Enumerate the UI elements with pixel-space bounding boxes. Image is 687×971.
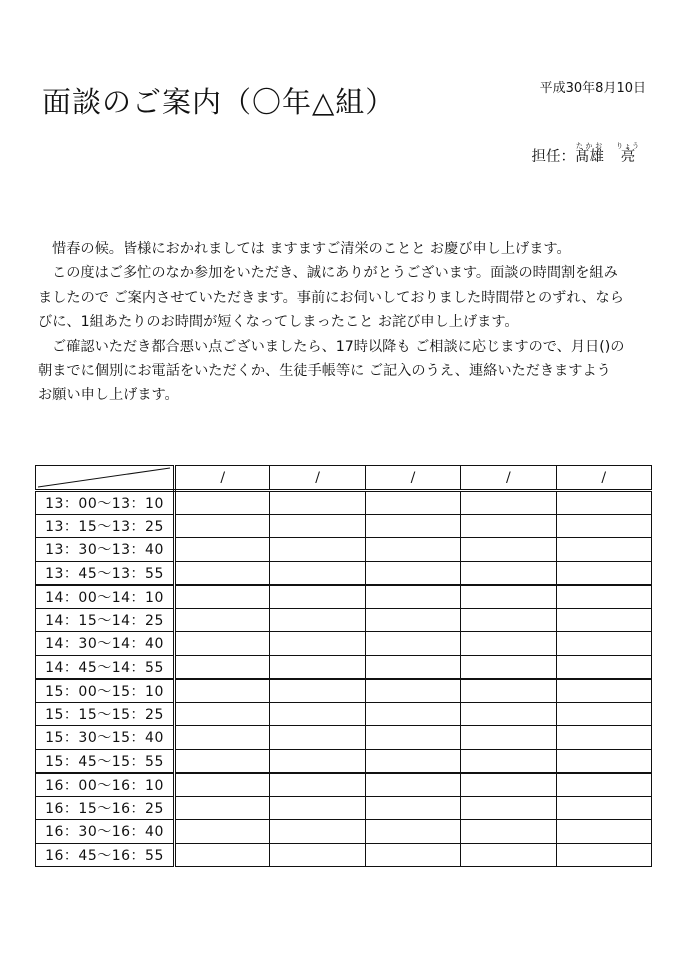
table-row bbox=[36, 538, 652, 562]
schedule-cell[interactable] bbox=[175, 538, 270, 562]
schedule-cell[interactable] bbox=[365, 561, 460, 585]
schedule-cell[interactable] bbox=[365, 726, 460, 750]
schedule-cell[interactable] bbox=[556, 820, 651, 844]
teacher-family-name: 髙雄たかお bbox=[575, 142, 604, 165]
time-slot-label: 16：15〜16：25 bbox=[36, 796, 175, 820]
time-slot-label: 16：45〜16：55 bbox=[36, 843, 175, 867]
schedule-cell[interactable] bbox=[175, 655, 270, 679]
letter-line: 惜春の候。皆様におかれましては ますますご清栄のことと お慶び申し上げます。 bbox=[52, 241, 571, 257]
schedule-cell[interactable] bbox=[461, 608, 556, 632]
schedule-cell[interactable] bbox=[365, 538, 460, 562]
schedule-cell[interactable] bbox=[461, 702, 556, 726]
schedule-cell[interactable] bbox=[556, 726, 651, 750]
day-header: / bbox=[461, 466, 556, 491]
time-slot-label: 14：45〜14：55 bbox=[36, 655, 175, 679]
schedule-cell[interactable] bbox=[270, 773, 365, 797]
schedule-cell[interactable] bbox=[461, 632, 556, 656]
schedule-cell[interactable] bbox=[175, 608, 270, 632]
schedule-cell[interactable] bbox=[556, 843, 651, 867]
table-row bbox=[36, 561, 652, 585]
time-slot-label: 14：30〜14：40 bbox=[36, 632, 175, 656]
letter-line: びに、1組あたりのお時間が短くなってしまったこと お詫び申し上げます。 bbox=[38, 314, 519, 331]
teacher-given-ruby: りょう bbox=[616, 142, 640, 150]
schedule-cell[interactable] bbox=[365, 796, 460, 820]
table-row bbox=[36, 632, 652, 656]
schedule-cell[interactable] bbox=[365, 632, 460, 656]
schedule-cell[interactable] bbox=[461, 585, 556, 609]
schedule-cell[interactable] bbox=[365, 773, 460, 797]
schedule-cell[interactable] bbox=[175, 749, 270, 773]
schedule-cell[interactable] bbox=[556, 655, 651, 679]
table-row bbox=[36, 514, 652, 538]
schedule-cell[interactable] bbox=[175, 702, 270, 726]
schedule-cell[interactable] bbox=[365, 655, 460, 679]
schedule-cell[interactable] bbox=[461, 514, 556, 538]
schedule-cell[interactable] bbox=[461, 820, 556, 844]
letter-line: ましたので ご案内させていただきます。事前にお伺いしておりました時間帯とのずれ、なら bbox=[38, 289, 624, 306]
schedule-cell[interactable] bbox=[270, 702, 365, 726]
schedule-cell[interactable] bbox=[270, 538, 365, 562]
day-header: / bbox=[556, 466, 651, 491]
schedule-table bbox=[35, 465, 652, 867]
table-row bbox=[36, 796, 652, 820]
schedule-cell[interactable] bbox=[461, 726, 556, 750]
schedule-cell[interactable] bbox=[365, 679, 460, 703]
schedule-cell[interactable] bbox=[556, 561, 651, 585]
schedule-cell[interactable] bbox=[365, 491, 460, 515]
schedule-cell[interactable] bbox=[556, 514, 651, 538]
schedule-cell[interactable] bbox=[270, 655, 365, 679]
schedule-header-row bbox=[36, 466, 652, 491]
schedule-cell[interactable] bbox=[270, 749, 365, 773]
schedule-cell[interactable] bbox=[556, 491, 651, 515]
schedule-cell[interactable] bbox=[461, 538, 556, 562]
schedule-cell[interactable] bbox=[270, 679, 365, 703]
teacher-name bbox=[532, 142, 641, 166]
schedule-cell[interactable] bbox=[270, 561, 365, 585]
schedule-cell[interactable] bbox=[365, 843, 460, 867]
schedule-cell[interactable] bbox=[270, 843, 365, 867]
schedule-cell[interactable] bbox=[461, 843, 556, 867]
schedule-cell[interactable] bbox=[556, 679, 651, 703]
schedule-cell[interactable] bbox=[270, 608, 365, 632]
schedule-cell[interactable] bbox=[270, 514, 365, 538]
schedule-cell[interactable] bbox=[556, 773, 651, 797]
schedule-cell[interactable] bbox=[461, 773, 556, 797]
schedule-cell[interactable] bbox=[365, 608, 460, 632]
table-row bbox=[36, 749, 652, 773]
letter-body bbox=[38, 237, 650, 408]
time-slot-label: 16：00〜16：10 bbox=[36, 773, 175, 797]
schedule-cell[interactable] bbox=[556, 796, 651, 820]
teacher-given-name: 亮りょう bbox=[616, 142, 640, 165]
schedule-cell[interactable] bbox=[461, 749, 556, 773]
schedule-cell[interactable] bbox=[556, 749, 651, 773]
schedule-cell[interactable] bbox=[175, 632, 270, 656]
schedule-cell[interactable] bbox=[175, 491, 270, 515]
schedule-cell[interactable] bbox=[270, 491, 365, 515]
time-slot-label: 15：45〜15：55 bbox=[36, 749, 175, 773]
day-header: / bbox=[270, 466, 365, 491]
diagonal-line bbox=[36, 466, 172, 488]
time-slot-label: 15：15〜15：25 bbox=[36, 702, 175, 726]
time-slot-label: 13：15〜13：25 bbox=[36, 514, 175, 538]
day-header: / bbox=[365, 466, 460, 491]
table-row bbox=[36, 726, 652, 750]
teacher-label: 担任： bbox=[531, 149, 575, 165]
schedule-cell[interactable] bbox=[365, 702, 460, 726]
schedule-cell[interactable] bbox=[270, 820, 365, 844]
schedule-cell[interactable] bbox=[461, 655, 556, 679]
schedule-cell[interactable] bbox=[175, 820, 270, 844]
table-row bbox=[36, 585, 652, 609]
issue-date: 平成30年8月10日 bbox=[539, 81, 646, 96]
schedule-cell[interactable] bbox=[556, 702, 651, 726]
schedule-cell[interactable] bbox=[556, 538, 651, 562]
schedule-cell[interactable] bbox=[556, 585, 651, 609]
schedule-cell[interactable] bbox=[175, 796, 270, 820]
table-row bbox=[36, 679, 652, 703]
table-row bbox=[36, 843, 652, 867]
schedule-cell[interactable] bbox=[461, 561, 556, 585]
schedule-cell[interactable] bbox=[175, 585, 270, 609]
schedule-cell[interactable] bbox=[461, 679, 556, 703]
schedule-cell[interactable] bbox=[365, 514, 460, 538]
schedule-cell[interactable] bbox=[270, 632, 365, 656]
page-title: 面談のご案内（〇年△組） bbox=[42, 85, 396, 119]
schedule-cell[interactable] bbox=[461, 491, 556, 515]
schedule-cell[interactable] bbox=[556, 632, 651, 656]
time-slot-label: 16：30〜16：40 bbox=[36, 820, 175, 844]
schedule-cell[interactable] bbox=[175, 726, 270, 750]
time-slot-label: 13：45〜13：55 bbox=[36, 561, 175, 585]
schedule-cell[interactable] bbox=[270, 726, 365, 750]
day-header: / bbox=[175, 466, 270, 491]
table-row bbox=[36, 820, 652, 844]
schedule-cell[interactable] bbox=[175, 679, 270, 703]
schedule-cell[interactable] bbox=[556, 608, 651, 632]
table-row bbox=[36, 491, 652, 515]
schedule-cell[interactable] bbox=[365, 749, 460, 773]
teacher-family-ruby: たかお bbox=[575, 142, 604, 150]
time-slot-label: 13：30〜13：40 bbox=[36, 538, 175, 562]
schedule-cell[interactable] bbox=[365, 820, 460, 844]
table-row bbox=[36, 702, 652, 726]
schedule-cell[interactable] bbox=[175, 561, 270, 585]
schedule-cell[interactable] bbox=[461, 796, 556, 820]
letter-line: ご確認いただき都合悪い点ございましたら、17時以降も ご相談に応じますので、月日()の bbox=[52, 338, 625, 355]
schedule-cell[interactable] bbox=[365, 585, 460, 609]
table-row bbox=[36, 655, 652, 679]
schedule-cell[interactable] bbox=[270, 585, 365, 609]
time-slot-label: 15：30〜15：40 bbox=[36, 726, 175, 750]
time-slot-label: 13：00〜13：10 bbox=[36, 491, 175, 515]
table-row bbox=[36, 608, 652, 632]
table-row bbox=[36, 773, 652, 797]
corner-cell bbox=[36, 466, 175, 491]
letter-line: この度はご多忙のなか参加をいただき、誠にありがとうございます。面談の時間割を組み bbox=[52, 265, 618, 282]
time-slot-label: 14：15〜14：25 bbox=[36, 608, 175, 632]
schedule-cell[interactable] bbox=[175, 843, 270, 867]
schedule-cell[interactable] bbox=[175, 514, 270, 538]
letter-line: お願い申し上げます。 bbox=[38, 387, 179, 404]
time-slot-label: 14：00〜14：10 bbox=[36, 585, 175, 609]
schedule-cell[interactable] bbox=[175, 773, 270, 797]
time-slot-label: 15：00〜15：10 bbox=[36, 679, 175, 703]
letter-line: 朝までに個別にお電話をいただくか、生徒手帳等に ご記入のうえ、連絡いただきますよう bbox=[38, 363, 611, 380]
schedule-cell[interactable] bbox=[270, 796, 365, 820]
